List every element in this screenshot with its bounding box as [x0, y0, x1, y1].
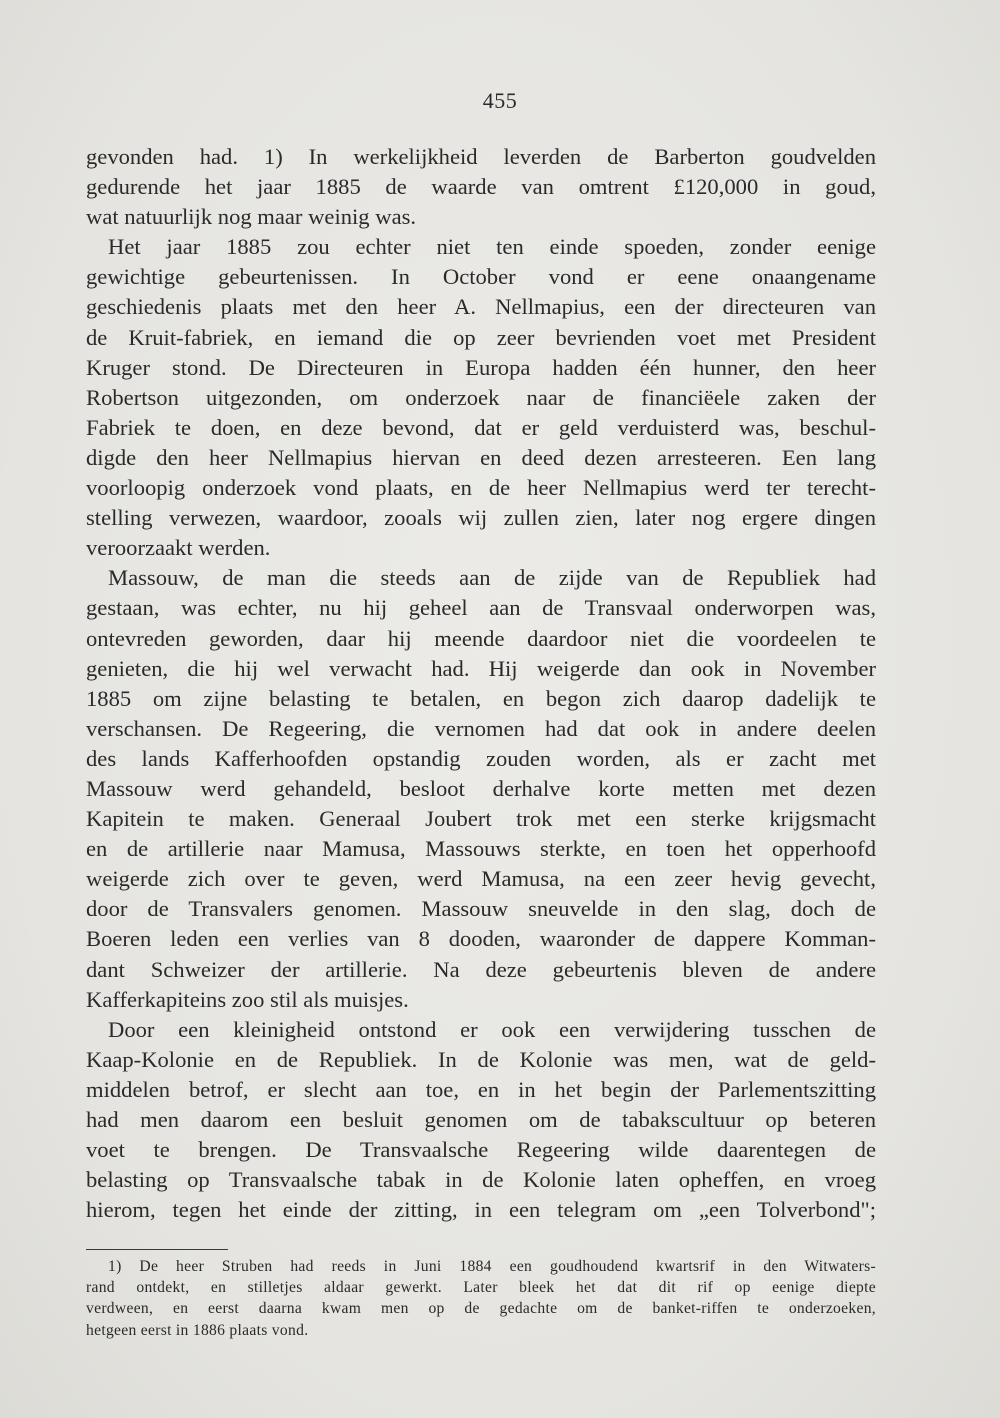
- text-line: des lands Kafferhoofden opstandig zouden worden, als er zacht met: [86, 745, 876, 771]
- text-line: 1885 om zijne belasting te betalen, en begon zich daarop dadelijk te: [86, 685, 876, 711]
- paragraph-start-line: Massouw, de man die steeds aan de zijde van de Republiek had: [108, 565, 876, 591]
- text-line: Boeren leden een verlies van 8 dooden, waaronder de dappere Komman-: [86, 926, 876, 952]
- text-line: middelen betrof, er slecht aan toe, en in het begin der Parlementszitting: [86, 1076, 876, 1102]
- text-line: Kapitein te maken. Generaal Joubert trok met een sterke krijgsmacht: [86, 806, 876, 832]
- text-line: gedurende het jaar 1885 de waarde van omtrent £120,000 in goud,: [86, 174, 876, 200]
- footnote-line: rand ontdekt, en stilletjes aldaar gewerkt. Later bleek het dat dit rif op eenige diepte: [86, 1279, 876, 1297]
- page-number: 455: [482, 88, 518, 113]
- text-line: Kafferkapiteins zoo stil als muisjes.: [86, 986, 409, 1012]
- footnote: [86, 1256, 876, 1341]
- paragraph-start-line: Het jaar 1885 zou echter niet ten einde spoeden, zonder eenige: [108, 234, 876, 260]
- paragraph-start-line: Door een kleinigheid ontstond er ook een verwijdering tusschen de: [108, 1016, 876, 1042]
- text-line: de Kruit-fabriek, en iemand die op zeer bevrienden voet met President: [86, 324, 876, 350]
- text-line: geschiedenis plaats met den heer A. Nellmapius, een der directeuren van: [86, 294, 876, 320]
- text-line: hierom, tegen het einde der zitting, in een telegram om „een Tolverbond";: [86, 1197, 876, 1223]
- text-line: belasting op Transvaalsche tabak in de Kolonie laten opheffen, en vroeg: [86, 1167, 876, 1193]
- text-line: gevonden had. 1) In werkelijkheid leverden de Barberton goudvelden: [86, 144, 876, 169]
- text-line: door de Transvalers genomen. Massouw sneuvelde in den slag, doch de: [86, 896, 876, 922]
- text-line: Kruger stond. De Directeuren in Europa hadden één hunner, den heer: [86, 354, 876, 380]
- footnote-line: hetgeen eerst in 1886 plaats vond.: [86, 1321, 309, 1339]
- text-line: dant Schweizer der artillerie. Na deze gebeurtenis bleven de andere: [86, 956, 876, 982]
- text-line: genieten, die hij wel verwacht had. Hij weigerde dan ook in November: [86, 655, 876, 681]
- text-line: weigerde zich over te geven, werd Mamusa, na een zeer hevig gevecht,: [86, 866, 876, 892]
- text-line: Fabriek te doen, en deze bevond, dat er geld verduisterd was, beschul-: [86, 414, 876, 440]
- text-line: ontevreden geworden, daar hij meende daardoor niet die voordeelen te: [86, 625, 876, 651]
- text-line: verschansen. De Regeering, die vernomen had dat ook in andere deelen: [86, 715, 876, 741]
- text-line: Kaap-Kolonie en de Republiek. In de Kolonie was men, wat de geld-: [86, 1046, 876, 1072]
- text-line: had men daarom een besluit genomen om de tabakscultuur op beteren: [86, 1107, 876, 1132]
- text-line: Robertson uitgezonden, om onderzoek naar de financiëele zaken der: [86, 384, 876, 410]
- text-line: gewichtige gebeurtenissen. In October vond er eene onaangename: [86, 264, 876, 290]
- text-line: voorloopig onderzoek vond plaats, en de heer Nellmapius werd ter terecht-: [86, 475, 876, 501]
- footnote-line: 1) De heer Struben had reeds in Juni 1884 een goudhoudend kwartsrif in den Witwaters-: [108, 1258, 876, 1275]
- footnote-divider: [86, 1249, 228, 1250]
- text-line: digde den heer Nellmapius hiervan en deed dezen arresteeren. Een lang: [86, 444, 876, 470]
- footnote-line: verdween, en eerst daarna kwam men op de gedachte om de banket-riffen te onderzoeken,: [86, 1300, 876, 1318]
- text-line: voet te brengen. De Transvaalsche Regeering wilde daarentegen de: [86, 1137, 876, 1163]
- text-line: wat natuurlijk nog maar weinig was.: [86, 204, 417, 230]
- text-line: Massouw werd gehandeld, besloot derhalve korte metten met dezen: [86, 775, 876, 801]
- text-line: en de artillerie naar Mamusa, Massouws sterkte, en toen het opperhoofd: [86, 836, 876, 862]
- text-line: stelling verwezen, waardoor, zooals wij zullen zien, later nog ergere dingen: [86, 505, 876, 531]
- body-text: [86, 142, 876, 1225]
- text-line: gestaan, was echter, nu hij geheel aan de Transvaal onderworpen was,: [86, 595, 876, 621]
- text-line: veroorzaakt werden.: [86, 535, 271, 561]
